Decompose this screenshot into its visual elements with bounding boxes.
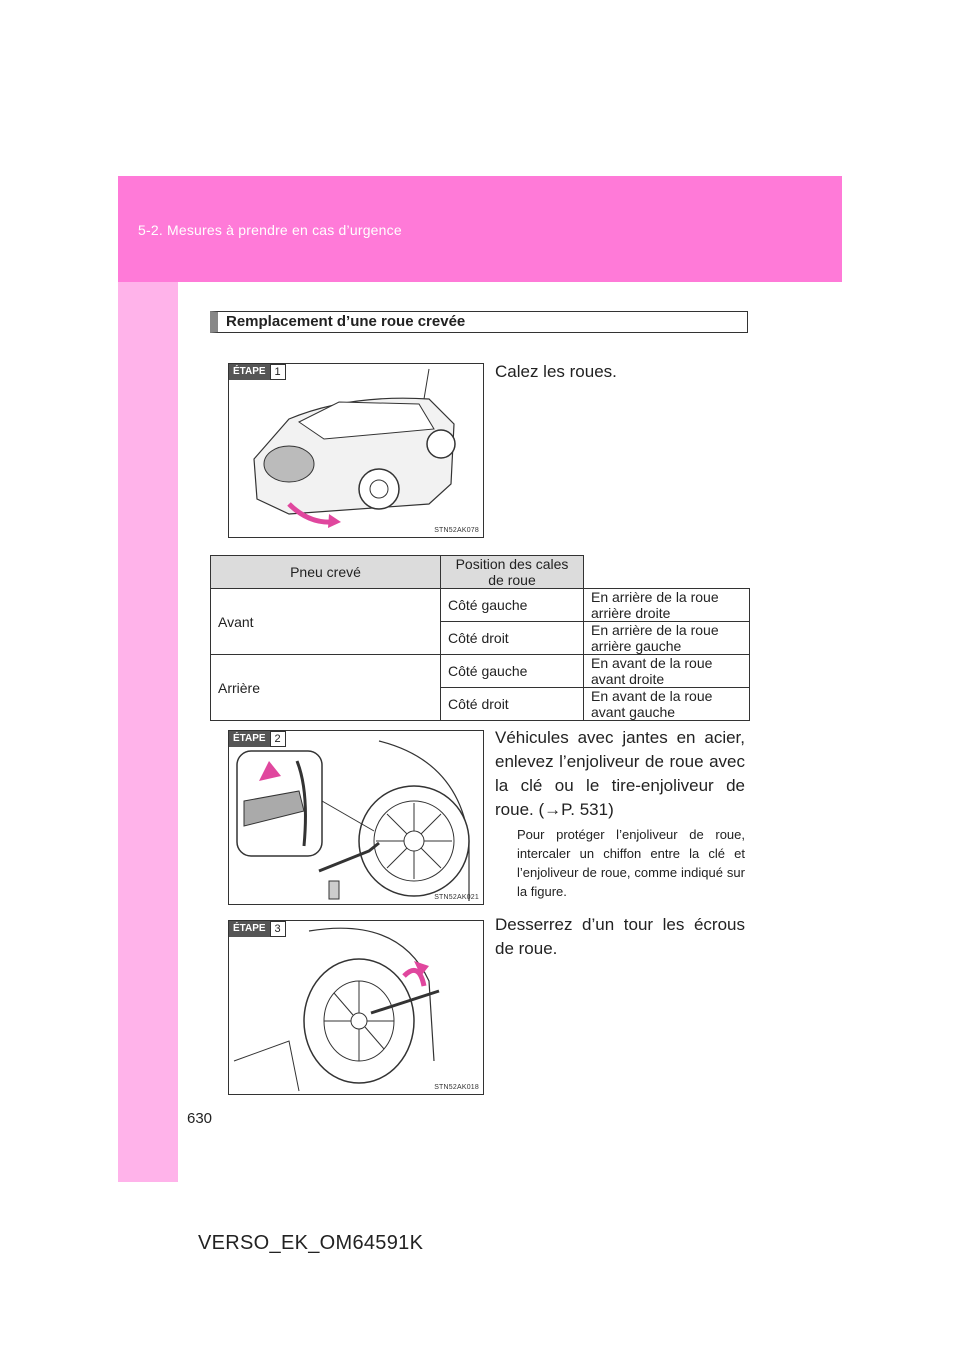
- table-cell-position: En arrière de la roue arrière droite: [584, 589, 750, 622]
- figure-code: STN52AK018: [434, 1084, 479, 1091]
- step-2-note: Pour protéger l’enjoliveur de roue, intercaler un chiffon entre la clé et l’enjoliveur de roue, comme indiqué sur la figure.: [517, 827, 745, 899]
- table-cell-side: Côté droit: [441, 622, 584, 655]
- figure-step-3: [228, 920, 484, 1095]
- wheel-chock-table: [210, 555, 750, 721]
- step-badge-label: ÉTAPE: [229, 731, 270, 747]
- step-badge-label: ÉTAPE: [229, 921, 270, 937]
- figure-code: STN52AK021: [434, 894, 479, 901]
- table-cell-side: Côté gauche: [441, 589, 584, 622]
- step-3-text: Desserrez d’un tour les écrous de roue.: [495, 915, 745, 958]
- figure-step-1: [228, 363, 484, 538]
- table-header: Position des cales de roue: [441, 556, 584, 589]
- table-header-row: [211, 556, 750, 589]
- table-cell-position: En avant de la roue avant droite: [584, 655, 750, 688]
- step-2-text: Véhicules avec jantes en acier, enlevez l’enjoliveur de roue avec la clé ou le tire-enjoliveur de roue. (→P. 531): [495, 728, 745, 819]
- step-badge-number: 3: [270, 921, 286, 937]
- side-band: [118, 282, 178, 1182]
- section-heading: Remplacement d’une roue crevée: [210, 311, 748, 333]
- table-cell-side: Côté droit: [441, 688, 584, 721]
- table-header: Pneu crevé: [211, 556, 441, 589]
- table-group-label: Arrière: [211, 655, 441, 721]
- document-id: VERSO_EK_OM64591K: [198, 1232, 424, 1254]
- loosen-lug-nuts-illustration: [229, 921, 483, 1094]
- table-row: [211, 589, 750, 622]
- section-path: 5-2. Mesures à prendre en cas d’urgence: [138, 222, 402, 238]
- step-badge-number: 1: [270, 364, 286, 380]
- hubcap-removal-illustration: [229, 731, 483, 904]
- table-row: [211, 655, 750, 688]
- step-badge-number: 2: [270, 731, 286, 747]
- step-1-text: Calez les roues.: [495, 362, 617, 381]
- table-group-label: Avant: [211, 589, 441, 655]
- car-wheel-chock-illustration: [229, 364, 483, 537]
- step-badge-1: [229, 364, 286, 380]
- table-cell-position: En arrière de la roue arrière gauche: [584, 622, 750, 655]
- step-badge-2: [229, 731, 286, 747]
- figure-step-2: [228, 730, 484, 905]
- table-cell-position: En avant de la roue avant gauche: [584, 688, 750, 721]
- figure-code: STN52AK078: [434, 527, 479, 534]
- step-badge-3: [229, 921, 286, 937]
- step-badge-label: ÉTAPE: [229, 364, 270, 380]
- table-cell-side: Côté gauche: [441, 655, 584, 688]
- page-number: 630: [187, 1110, 213, 1127]
